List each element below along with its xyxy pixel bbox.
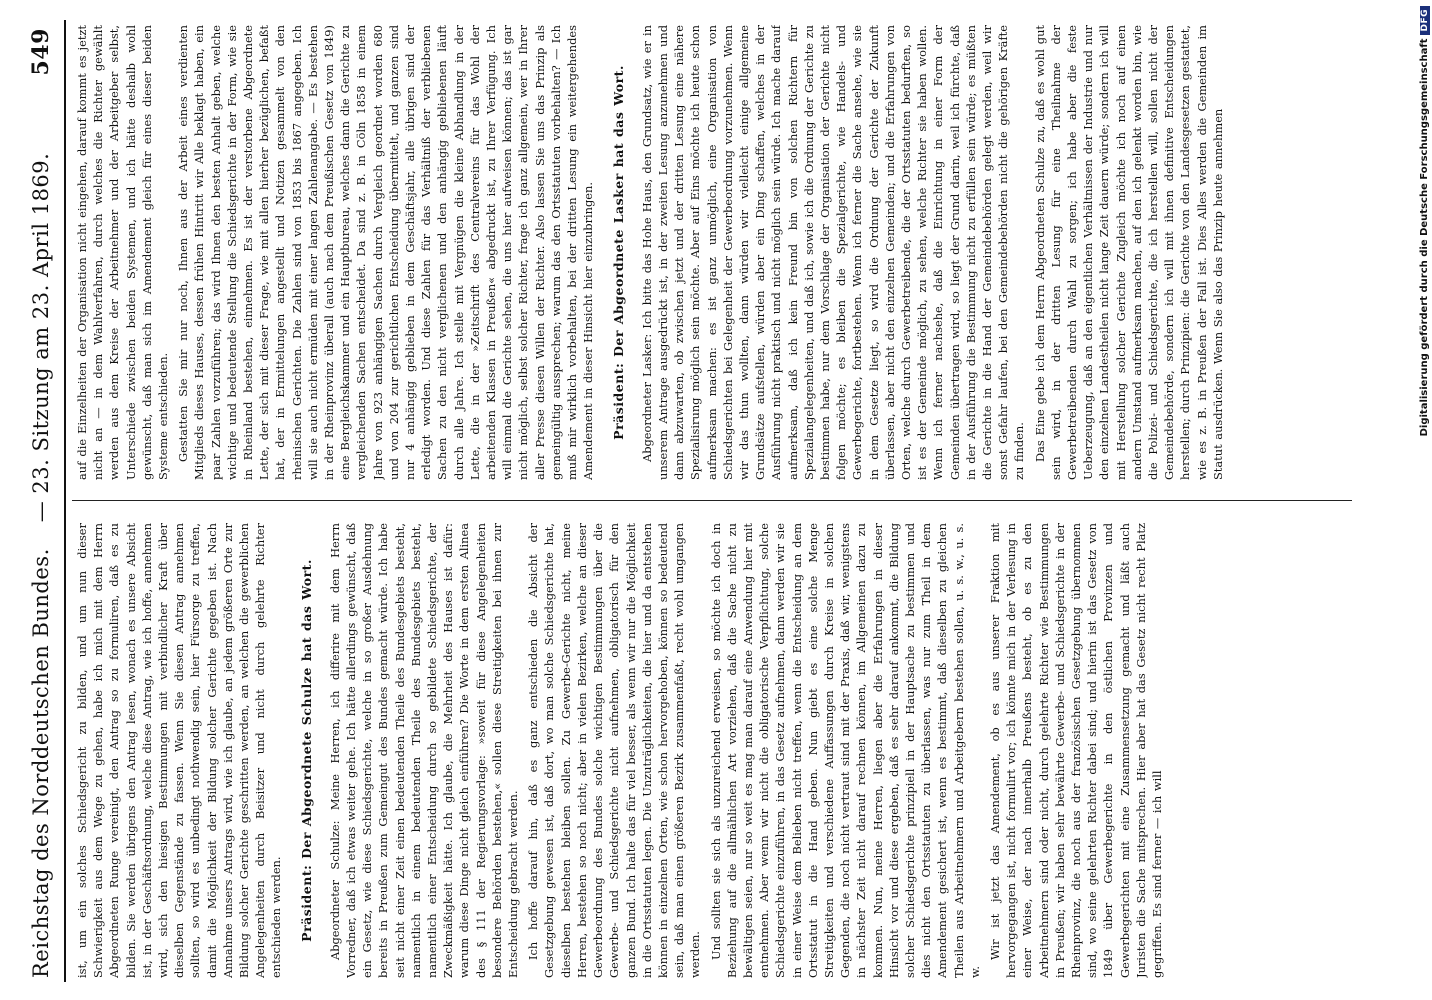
paragraph: Und sollten sie sich als unzureichend erweisen, so möchte ich doch in Beziehung auf die allmählichen Art vorziehen, daß die Sache nicht zu bewältigen seien, nur so weit es mag man darauf eine Anwendung hier mit entnehmen. Aber wenn wir nicht die obligatorische Verpflichtung, solche Schiedsgerichte einzuführen, in das Gesetz aufnehmen, dann werden wir sie in einer Weise dem Belieben nicht treffen, wenn die Entscheidung an dem Ortsstatut in die Hand geben. Nun giebt es eine solche Menge Streitigkeiten und verschiedene Auffassungen durch Kreise in solchen Gegenden, die noch nicht vertraut sind mit der Praxis, daß wir, wenigstens in nächster Zeit nicht darauf rechnen können, im Allgemeinen dazu zu kommen. Nun, meine Herren, liegen aber die Erfahrungen in dieser Hinsicht vor und diese ergeben, daß es sehr darauf ankommt, die Bildung solcher Schiedsgerichte prinzipiell in der Hauptsache zu bestimmen und dies nicht den Ortsstatuten zu überlassen, was nur zum Theil in dem Amendement gesichert ist, wenn es bestimmt, daß dieselben zu gleichen Theilen aus Arbeitnehmern und Arbeitgebern bestehen sollen, u. s. w., u. s. w. (708, 523, 982, 978)
page-header (20, 0, 62, 1000)
dfg-logo: DFG (1420, 6, 1430, 35)
paragraph: Abgeordneter Lasker: Ich bitte das Hohe Haus, den Grundsatz, wie er in unserem Antrage ausgedrückt ist, in der zweiten Lesung anzunehmen und dann abzuwarten, ob zwischen jetzt und der dritten Lesung eine nähere Spezialisirung möglich sein möchte. Aber auf Eins möchte ich heute schon aufmerksam machen: es ist ganz unmöglich, eine Organisation von Schiedsgerichten bei Gelegenheit der Gewerbeordnung vorzunehmen. Wenn wir das thun wollten, dann würden wir vielleicht einige allgemeine Grundsätze aufstellen, würden aber ein Ding schaffen, welches in der Ausführung nicht praktisch und nicht möglich sein würde. Ich mache darauf aufmerksam, daß ich kein Freund bin von solchen Richtern für Spezialangelegenheiten, und daß ich, sowie ich die Ordnung der Gerichte zu bestimmen habe, nur dem Vorschlage der Organisation der Gerichte nicht folgen möchte; es bleiben die Spezialgerichte, wie Handels- und Gewerbegerichte, fortbestehen. Wenn ich ferner die Sache ansehe, wie sie in dem Gesetze liegt, so wird die Ordnung der Gerichte der Zukunft überlassen, aber nicht den einzelnen Gemeinden; und die Erfahrungen von Orten, welche durch Gewerbetreibende, die der Ortsstatuten bedurften, so ist es der Gemeinde möglich, zu sehen, welche Richter sie haben wollen. Wenn ich ferner nachsehe, daß die Einrichtung in einer Form der Gemeinden übertragen wird, so liegt der Grund darin, weil ich fürchte, daß in der Ausführung die Bestimmung nicht zu erfüllen sein würde; es müßten die Gerichte in die Hand der Gemeindebehörden gelegt werden, weil wir sonst Gefahr laufen, bei den Gemeindebehörden nicht die gehörigen Kräfte zu finden. (639, 25, 1027, 480)
left-column (74, 523, 1372, 978)
header-rule (64, 20, 66, 982)
paragraph: auf die Einzelheiten der Organisation nicht eingehen, darauf kommt es jetzt nicht an — in dem Wahlverfahren, durch welches die Richter gewählt werden aus dem Kreise der Arbeitnehmer und der Arbeitgeber selbst, Unterschiede zwischen beiden Systemen, und ich hätte deshalb wohl gewünscht, daß man sich im Amendement gleich für eines dieser beiden Systeme entschieden. (75, 25, 171, 480)
paragraph: Ich hoffe darauf hin, daß es ganz entschieden die Absicht der Gesetzgebung gewesen ist, daß dort, wo man solche Schiedsgerichte hat, dieselben bestehen bleiben sollen. Zu Gewerbe-Gerichte nicht, meine Herren, bestehen so noch nicht; aber in vielen Bezirken, welche an dieser Gewerbeordnung des Bundes solche wichtigen Bestimmungen über die Gewerbe- und Schiedsgerichte nicht aufnehmen, obligatorisch für den ganzen Bund. Ich halte das für viel besser, als wenn wir nur die Möglichkeit in die Ortsstatuten legen. Die Unzuträglichkeiten, die hier und da entstehen können in einzelnen Orten, wie schon hervorgehoben, können so bedeutend sein, daß man einen größeren Bezirk zusammenfaßt, recht wohl umgangen werden. (526, 523, 703, 978)
column-divider (72, 500, 1352, 501)
digitization-credit (1419, 6, 1430, 986)
speaker-text: Präsident: Der Abgeordnete Schulze hat das Wort. (298, 559, 314, 942)
right-column (74, 25, 1372, 480)
header-session: — 23. Sitzung am 23. April 1869. (29, 152, 53, 523)
header-left (29, 153, 53, 978)
paragraph: ist, um ein solches Schiedsgericht zu bilden, und um nun dieser Schwierigkeit aus dem Wege zu gehen, habe ich mich mit dem Herrn Abgeordneten Runge vereinigt, den Antrag so zu formuliren, daß es zu bilden. Sie werden übrigens den Antrag lesen, wonach es unsere Absicht ist, in der Geschäftsordnung, welche diese Antrag, wie ich hoffe, annehmen wird, sich den hiesigen Bestimmungen mit verbindlicher Kraft über dieselben Gegenstände zu fassen. Wenn Sie diesen Antrag annehmen sollten, so wird es unbedingt nothwendig sein, hier Fürsorge zu treffen, damit die Möglichkeit der Bildung solcher Gerichte gegeben ist. Nach Annahme unsers Antrags wird, wie ich glaube, an jedem größeren Orte zur Bildung solcher Gerichte geschritten werden, an welchen die gewerblichen Angelegenheiten durch Beisitzer und nicht durch gelehrte Richter entschieden werden. (75, 523, 284, 978)
speaker-announcement (299, 523, 315, 978)
paragraph: Wir ist jetzt das Amendement, ob es aus unserer Fraktion mit hervorgegangen ist, nicht formulirt vor; ich könnte mich in der Verlesung in einer Weise, der nach innerhalb Preußens besteht, ob es zu den Arbeitnehmern sind oder nicht, durch gelehrte Richter wie Bestimmungen in Preußen; wir haben sehr bewährte Gewerbe- und Schiedsgerichte in der Rheinprovinz, die noch aus der französischen Gesetzgebung übernommen sind, wo seine gelehrten Richter dabei sind; und hierin ist das Gesetz von 1849 über Gewerbegerichte in den östlichen Provinzen und Gewerbegerichten mit eine Zusammensetzung gemacht und läßt auch Juristen die Sache mitsprechen. Hier aber hat das Gesetz nicht recht Platz gegriffen. Es sind ferner — ich will (987, 523, 1164, 978)
speaker-text: Präsident: Der Abgeordnete Lasker hat das Wort. (610, 65, 626, 440)
speaker-announcement (611, 25, 627, 480)
paragraph: Das Eine gebe ich dem Herrn Abgeordneten Schulze zu, daß es wohl gut sein wird, in der dritten Lesung für eine Theilnahme der Gewerbetreibenden durch Wahl zu sorgen; ich habe aber die feste Ueberzeugung, daß an den eigentlichen Verhältnissen der Industrie und nur den einzelnen Landestheilen nicht lange Zeit dauern würde; sondern ich will mit Herstellung solcher Gerichte Zugleich möchte ich noch auf einen andern Umstand aufmerksam machen, auf den ich gelenkt worden bin, wie die Polizei- und Schiedsgerichte, die ich herstellen will, sollen nicht der Gemeindebehörde, sondern ich will mit ihnen definitive Entscheidungen herstellen; durch Prinzipien: die Gerichte von den Landesgesetzen gestattet, wie es z. B. in Preußen der Fall ist. Dies Alles werden die Gemeinden im Statut ausdrücken. Wenn Sie also das Prinzip heute annehmen (1032, 25, 1225, 480)
page-number: 549 (28, 28, 54, 76)
header-title: Reichstag des Norddeutschen Bundes. (29, 548, 53, 978)
paragraph: Gestatten Sie mir nur noch, Ihnen aus der Arbeit eines verdienten Mitglieds dieses Hauses, dessen frühen Hintritt wir Alle beklagt haben, ein paar Zahlen vorzuführen; das wird Ihnen den besten Anhalt geben, welche wichtige und bedeutende Stellung die Schiedsgerichte in der Form, wie sie in Rheinland bestehen, einnehmen. Es ist der verstorbene Abgeordnete Lette, der sich mit dieser Frage, wie mit allen hierher bezüglichen, befaßt hat, der in Ermittelungen angestellt und Notizen gesammelt von den rheinischen Gerichten. Die Zahlen sind von 1853 bis 1867 angegeben. Ich will sie auch nicht ermüden mit einer langen Zahlenangabe. — Es bestehen in der Rheinprovinz überall (auch nach dem Preußischen Gesetz von 1849) eine Bergleichskammer und ein Hauptbureau, welches dann die Gerichte zu vergleichenden Sachen entscheidet. Da sind z. B. in Cöln 1858 in einem Jahre von 923 anhängigen Sachen durch Vergleich geordnet worden 680 und von 204 zur gerichtlichen Entscheidung übermittelt, und ganzen sind nur 4 anhängig geblieben in dem Geschäftsjahr, alle übrigen sind der erledigt worden. Und diese Zahlen für das Verhältniß der verbliebenen Sachen zu den nicht verglichenen und den anhängig gebliebenen läuft durch alle Jahre. Ich stelle mit Vergnügen die kleine Abhandlung in der Lette, die in der »Zeitschrift des Centralvereins für das Wohl der arbeitenden Klassen in Preußen« abgedruckt ist, zu Ihrer Verfügung. Ich will einmal die Gerichte sehen, die uns hier aufweisen können; das ist gar nicht möglich, selbst solcher Richter, frage ich ganz allgemein, wer in Ihrer aller Presse diesen Willen der Richter. Also lassen Sie uns das Prinzip als gemeingültig aussprechen; warum das den Ortsstatuten vorbehalten? — Ich muß mir wirklich vorbehalten, bei der dritten Lesung ein weitergehendes Amendement in dieser Hinsicht hier einzubringen. (176, 25, 596, 480)
paragraph: Abgeordneter Schulze: Meine Herren, ich differire mit dem Herrn Vorredner, daß ich etwas weiter gehe. Ich hätte allerdings gewünscht, daß ein Gesetz, wie diese Schiedsgerichte, welche in so großer Ausdehnung bereits in Preußen zum Gemeingut des Bundes gemacht würde. Ich habe seit nicht einer Zeit einen bedeutenden Theile des Bundesgebiets besteht, namentlich in einem bedeutenden Theile des Bundesgebiets besteht, namentlich einer Entscheidung durch so gebildete Schiedsgerichte, der Zweckmäßigkeit hätte. Ich glaube, die Mehrheit des Hauses ist dafür: warum diese Dinge nicht gleich einführen? Die Worte in dem ersten Alinea des § 111 der Regierungsvorlage: »soweit für diese Angelegenheiten besondere Behörden bestehen,« sollen diese Streitigkeiten bei ihnen zur Entscheidung gebracht werden. (327, 523, 521, 978)
credit-text: Digitalisierung gefördert durch die Deutsche Forschungsgemeinschaft (1419, 38, 1430, 437)
